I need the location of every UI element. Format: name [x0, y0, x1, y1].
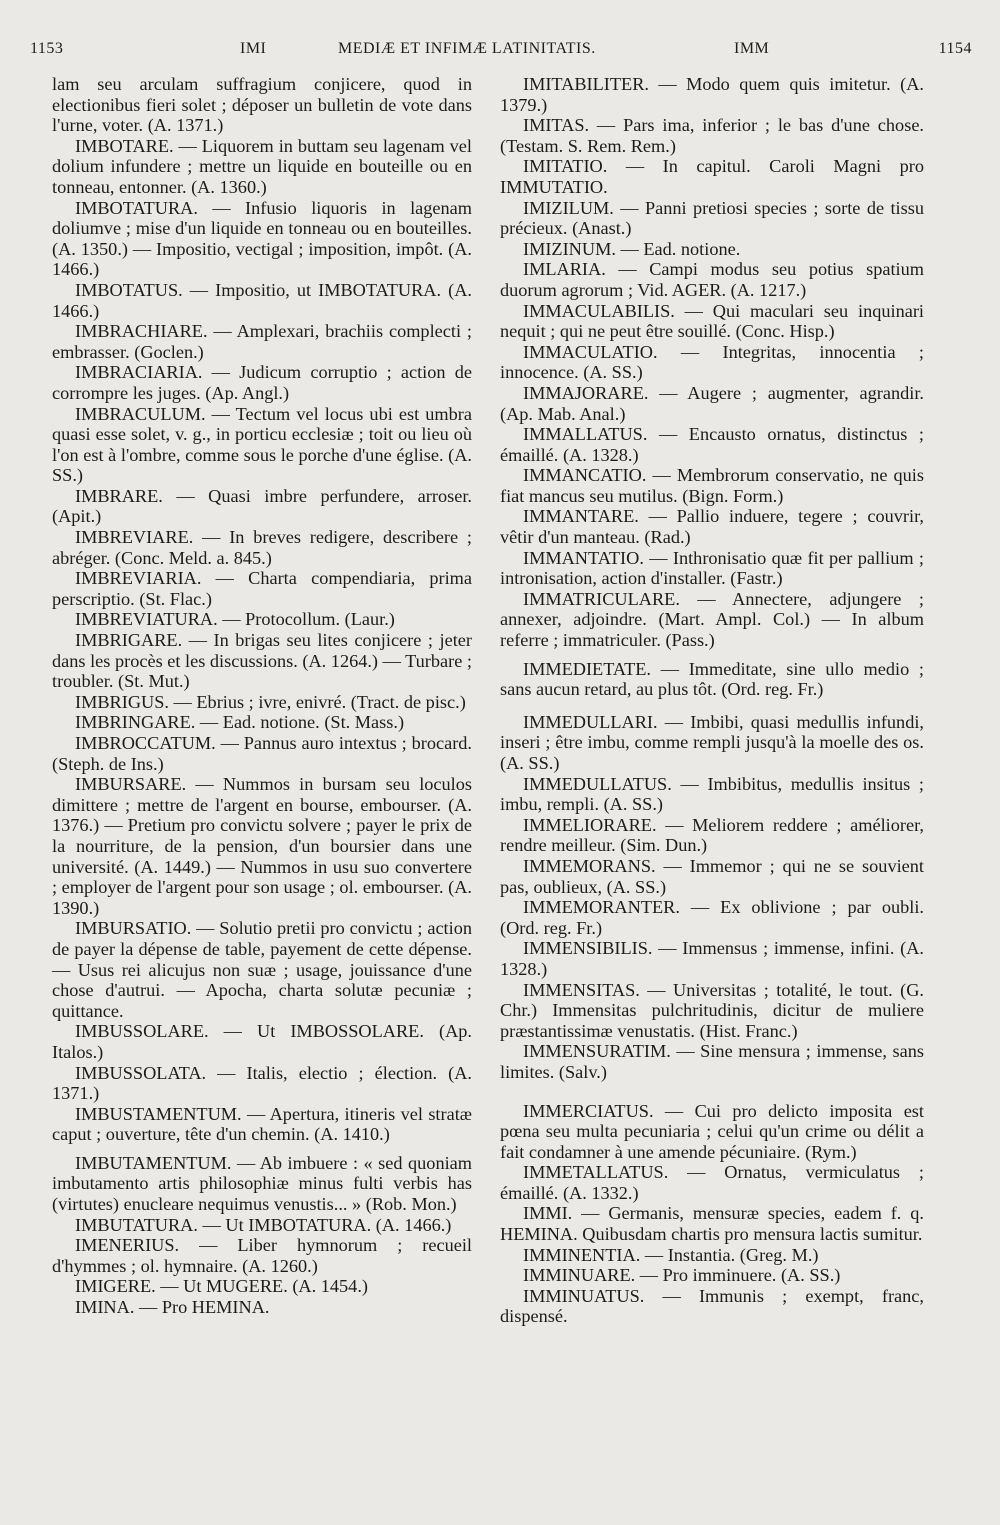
- dictionary-entry: IMIGERE. — Ut MUGERE. (A. 1454.): [75, 1276, 368, 1297]
- dictionary-entry: IMMEMORANTER. — Ex oblivione ; par oubli. (Ord. reg. Fr.): [500, 897, 924, 938]
- dictionary-entry: IMBRIGUS. — Ebrius ; ivre, enivré. (Tract. de pisc.): [75, 691, 466, 712]
- dictionary-entry: IMBUSTAMENTUM. — Apertura, itineris vel stratæ caput ; ouverture, tête d'un chemin. (A. 1410.): [52, 1103, 472, 1145]
- dictionary-entry: IMMANTARE. — Pallio induere, tegere ; couvrir, vêtir d'un manteau. (Rad.): [500, 506, 924, 548]
- left-page-number: 1153: [30, 40, 64, 57]
- dictionary-entry: IMBRACHIARE. — Amplexari, brachiis complecti ; embrasser. (Goclen.): [52, 321, 472, 362]
- dictionary-entry: IMITABILITER. — Modo quem quis imitetur. (A. 1379.): [500, 74, 924, 115]
- dictionary-entry: IMMERCIATUS. — Cui pro delicto imposita est pœna seu multa pecuniaria ; celui qu'un crime ou délit a fait condamner à une amende pécuniaire. (Rym.): [500, 1100, 924, 1162]
- dictionary-entry: IMBREVIARIA. — Charta compendiaria, prima perscriptio. (St. Flac.): [52, 568, 472, 609]
- dictionary-entry: IMBUSSOLATA. — Italis, electio ; élection. (A. 1371.): [52, 1062, 472, 1104]
- dictionary-entry: IMBRINGARE. — Ead. notione. (St. Mass.): [75, 712, 405, 733]
- dictionary-entry: IMMINUATUS. — Immunis ; exempt, franc, dispensé.: [500, 1285, 924, 1327]
- dictionary-entry: IMMEDIETATE. — Immeditate, sine ullo medio ; sans aucun retard, au plus tôt. (Ord. reg. Fr.): [500, 658, 924, 700]
- dictionary-entry: IMITATIO. — In capitul. Caroli Magni pro IMMUTATIO.: [500, 156, 924, 197]
- dictionary-entry: IMBRACULUM. — Tectum vel locus ubi est umbra quasi esse solet, v. g., in porticu ecclesiæ ; toit ou lieu où l'on est à l'ombre, comme sous le porche d'une église. (A. SS.): [52, 403, 472, 486]
- dictionary-entry: IMBOTARE. — Liquorem in buttam seu lagenam vel dolium infundere ; mettre un liquide en bouteille ou en tonneau, entonner. (A. 1360.): [52, 135, 472, 197]
- right-column: [500, 74, 924, 1327]
- dictionary-entry: IMMAJORARE. — Augere ; augmenter, agrandir. (Ap. Mab. Anal.): [500, 382, 924, 424]
- right-guide-word: IMM: [734, 40, 770, 57]
- dictionary-entry: IMBUTAMENTUM. — Ab imbuere : « sed quoniam imbutamento artis philosophiæ minus fulti verbis has (virtutes) enucleare nequimus venustis... » (Rob. Mon.): [52, 1152, 472, 1215]
- dictionary-entry: IMLARIA. — Campi modus seu potius spatium duorum agrorum ; Vid. AGER. (A. 1217.): [500, 259, 924, 300]
- dictionary-entry: IMBOTATURA. — Infusio liquoris in lagenam doliumve ; mise d'un liquide en tonneau ou en bouteilles. (A. 1350.) — Impositio, vectigal ; imposition, impôt. (A. 1466.): [52, 197, 472, 280]
- dictionary-entry: IMMI. — Germanis, mensuræ species, eadem f. q. HEMINA. Quibusdam chartis pro mensura lactis sumitur.: [500, 1203, 924, 1245]
- left-column: [52, 74, 472, 1318]
- right-page-number: 1154: [938, 40, 972, 57]
- dictionary-entry: IMMENSITAS. — Universitas ; totalité, le tout. (G. Chr.) Immensitas pulchritudinis, dicitur de muliere præstantissimæ venustatis. (Hist. Franc.): [500, 979, 924, 1041]
- dictionary-entry: IMMENSURATIM. — Sine mensura ; immense, sans limites. (Salv.): [500, 1041, 924, 1082]
- dictionary-entry: IMMATRICULARE. — Annectere, adjungere ; annexer, adjoindre. (Mart. Ampl. Col.) — In album referre ; immatriculer. (Pass.): [500, 588, 924, 651]
- dictionary-entry: IMINA. — Pro HEMINA.: [75, 1297, 270, 1318]
- dictionary-entry: IMMETALLATUS. — Ornatus, vermiculatus ; émaillé. (A. 1332.): [500, 1162, 924, 1203]
- dictionary-entry: IMBRIGARE. — In brigas seu lites conjicere ; jeter dans les procès et les discussions. (A. 1264.) — Turbare ; troubler. (St. Mut.): [52, 630, 472, 692]
- dictionary-entry: IMMEDULLATUS. — Imbibitus, medullis insitus ; imbu, rempli. (A. SS.): [500, 773, 924, 815]
- dictionary-entry: IMBREVIATURA. — Protocollum. (Laur.): [75, 609, 395, 630]
- dictionary-entry: IMBRARE. — Quasi imbre perfundere, arroser. (Apit.): [52, 485, 472, 527]
- dictionary-entry: IMMANCATIO. — Membrorum conservatio, ne quis fiat mancus seu mutilus. (Bign. Form.): [500, 465, 924, 506]
- dictionary-entry: IMBREVIARE. — In breves redigere, describere ; abréger. (Conc. Meld. a. 845.): [52, 527, 472, 568]
- dictionary-entry: IMMEDULLARI. — Imbibi, quasi medullis infundi, inseri ; être imbu, comme rempli jusqu'à la moelle des os. (A. SS.): [500, 711, 924, 773]
- dictionary-entry: IMMACULABILIS. — Qui maculari seu inquinari nequit ; qui ne peut être souillé. (Conc. Hisp.): [500, 300, 924, 342]
- dictionary-entry: IMBUSSOLARE. — Ut IMBOSSOLARE. (Ap. Italos.): [52, 1021, 472, 1062]
- dictionary-entry: IMBUTATURA. — Ut IMBOTATURA. (A. 1466.): [75, 1214, 452, 1235]
- dictionary-entry: IMMANTATIO. — Inthronisatio quæ fit per pallium ; intronisation, action d'installer. (Fastr.): [500, 547, 924, 589]
- dictionary-entry: IMMACULATIO. — Integritas, innocentia ; innocence. (A. SS.): [500, 341, 924, 383]
- left-guide-word: IMI: [240, 40, 267, 57]
- dictionary-entry: IMBOTATUS. — Impositio, ut IMBOTATURA. (A. 1466.): [52, 279, 472, 321]
- dictionary-entry: IMMELIORARE. — Meliorem reddere ; améliorer, rendre meilleur. (Sim. Dun.): [500, 814, 924, 856]
- dictionary-entry: IMITAS. — Pars ima, inferior ; le bas d'une chose. (Testam. S. Rem. Rem.): [500, 115, 924, 156]
- dictionary-entry: lam seu arculam suffragium conjicere, quod in electionibus fieri solet ; déposer un bulletin de vote dans l'urne, voter. (A. 1371.): [52, 74, 472, 136]
- running-header: [30, 40, 972, 66]
- running-title: MEDIÆ ET INFIMÆ LATINITATIS.: [338, 40, 596, 57]
- dictionary-entry: IMBURSATIO. — Solutio pretii pro convictu ; action de payer la dépense de table, payement de cette dépense. — Usus rei alicujus non suæ ; usage, jouissance d'une chose d'autrui. — Apocha, charta solutæ pecuniæ ; quittance.: [52, 918, 472, 1021]
- dictionary-entry: IMBROCCATUM. — Pannus auro intextus ; brocard. (Steph. de Ins.): [52, 733, 472, 774]
- dictionary-entry: IMMENSIBILIS. — Immensus ; immense, infini. (A. 1328.): [500, 938, 924, 979]
- dictionary-entry: IMMEMORANS. — Immemor ; qui ne se souvient pas, oublieux, (A. SS.): [500, 855, 924, 897]
- dictionary-entry: IMMALLATUS. — Encausto ornatus, distinctus ; émaillé. (A. 1328.): [500, 424, 924, 465]
- dictionary-entry: IMIZINUM. — Ead. notione.: [523, 238, 741, 259]
- dictionary-entry: IMMINUARE. — Pro imminuere. (A. SS.): [523, 1265, 841, 1286]
- dictionary-entry: IMIZILUM. — Panni pretiosi species ; sorte de tissu précieux. (Anast.): [500, 197, 924, 239]
- dictionary-entry: IMBURSARE. — Nummos in bursam seu loculos dimittere ; mettre de l'argent en bourse, embourser. (A. 1376.) — Pretium pro convictu solvere ; payer le prix de la nourriture, de la pension, d'un boursier dans une université. (A. 1449.) — Nummos in usu suo convertere ; employer de l'argent pour son usage ; ol. embourser. (A. 1390.): [52, 774, 472, 918]
- dictionary-entry: IMENERIUS. — Liber hymnorum ; recueil d'hymmes ; ol. hymnaire. (A. 1260.): [52, 1235, 472, 1276]
- dictionary-entry: IMBRACIARIA. — Judicum corruptio ; action de corrompre les juges. (Ap. Angl.): [52, 362, 472, 403]
- dictionary-entry: IMMINENTIA. — Instantia. (Greg. M.): [523, 1244, 819, 1265]
